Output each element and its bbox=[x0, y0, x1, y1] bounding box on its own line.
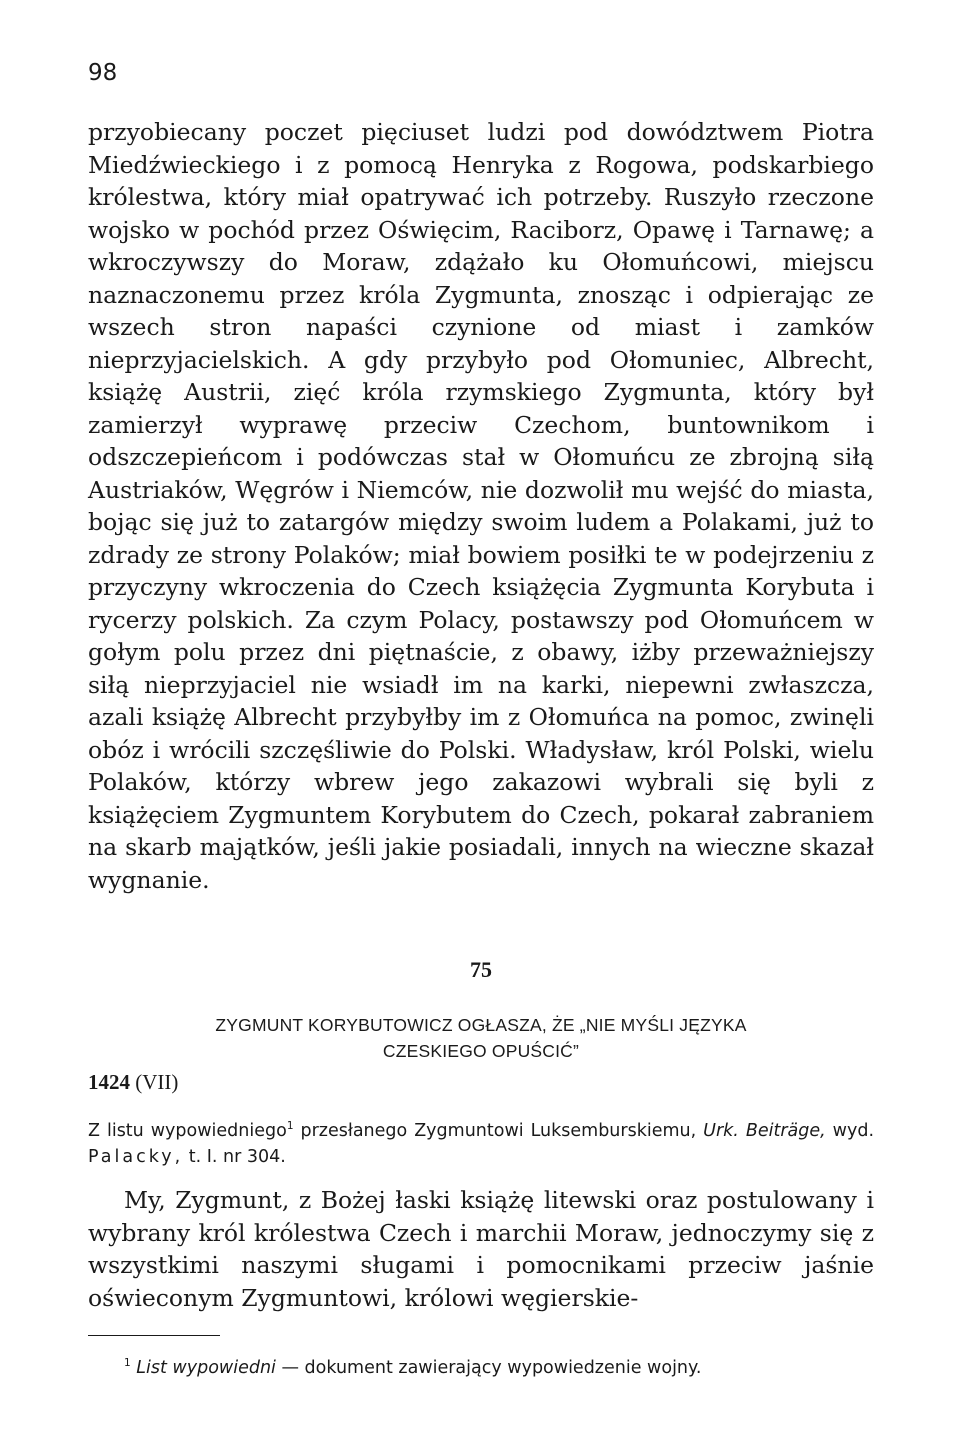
document-date bbox=[88, 1070, 178, 1095]
document-number: 75 bbox=[470, 957, 492, 982]
main-text bbox=[88, 116, 874, 896]
letter-text: My, Zygmunt, z Bożej łaski książę litewski oraz postulowany i wybrany król królestwa Czech i marchii Moraw, jednoczymy się z wszystkimi naszymi sługami i pomocnikami przeciw jaśnie oświeconym Zygmuntowi, królowi węgierskie- bbox=[88, 1186, 874, 1312]
source-text-before: Z listu wypowiedniego bbox=[88, 1121, 287, 1141]
document-year: 1424 bbox=[88, 1070, 130, 1094]
page-number: 98 bbox=[88, 60, 118, 86]
document-month: (VII) bbox=[135, 1070, 179, 1094]
footnote-reference: 1 bbox=[286, 1120, 294, 1133]
footnote-divider bbox=[88, 1335, 220, 1336]
footnote-marker: 1 bbox=[124, 1357, 131, 1370]
document-title-line-1: ZYGMUNT KORYBUTOWICZ OGŁASZA, ŻE „NIE MYŚLI JĘZYKA bbox=[215, 1015, 747, 1035]
source-text-end: t. I. nr 304. bbox=[183, 1147, 286, 1167]
main-paragraph: przyobiecany poczet pięciuset ludzi pod dowództwem Piotra Miedźwieckiego i z pomocą Henryka z Rogowa, podskarbiego królestwa, który miał opatrywać ich potrzeby. Ruszyło rzeczone wojsko w pochód przez Oświęcim, Raciborz, Opawę i Tarnawę; a wkroczywszy do Moraw, zdążało ku Ołomuńcowi, miejscu naznaczonemu przez króla Zygmunta, znosząc i odpierając ze wszech stron napaści czynione od miast i zamków nieprzyjacielskich. A gdy przybyło pod Ołomuniec, Albrecht, książę Austrii, zięć króla rzymskiego Zygmunta, który był zamierzył wyprawę przeciw Czechom, buntownikom i odszczepieńcom i podówczas stał w Ołomuńcu ze zbrojną siłą Austriaków, Węgrów i Niemców, nie dozwolił mu wejść do miasta, bojąc się już to zatargów między swoim ludem a Polakami, już to zdrady ze strony Polaków; miał bowiem posiłki te w podejrzeniu z przyczyny wkroczenia do Czech książęcia Zygmunta Korybuta i rycerzy polskich. Za czym Polacy, postawszy pod Ołomuńcem w gołym polu przez dni piętnaście, z obawy, iżby przeważniejszy siłą nieprzyjaciel nie wsiadł im na karki, niepewni zwłaszcza, azali książę Albrecht przybyłby im z Ołomuńca na pomoc, zwinęli obóz i wrócili szczęśliwie do Polski. Władysław, król Polski, wielu Polaków, którzy wbrew jego zakazowi wybrali się byli z książęciem Zygmuntem Korybutem do Czech, pokarał zabraniem na skarb majątków, jeśli jakie posiadali, innych na wieczne skazał wygnanie. bbox=[88, 118, 874, 894]
source-note bbox=[88, 1118, 874, 1170]
document-title-line-2: CZESKIEGO OPUŚCIĆ” bbox=[382, 1041, 580, 1061]
source-text-middle: przesłanego Zygmuntowi Luksemburskiemu, bbox=[293, 1121, 704, 1141]
footnote bbox=[124, 1356, 884, 1380]
source-text-after: wyd. bbox=[825, 1121, 875, 1141]
footnote-term: List wypowiedni bbox=[136, 1358, 276, 1378]
source-work-title: Urk. Beiträge, bbox=[703, 1121, 826, 1141]
footnote-definition: — dokument zawierający wypowiedzenie wojny. bbox=[275, 1358, 702, 1378]
document-title bbox=[88, 1012, 874, 1064]
source-editor: Palacky, bbox=[88, 1147, 184, 1167]
